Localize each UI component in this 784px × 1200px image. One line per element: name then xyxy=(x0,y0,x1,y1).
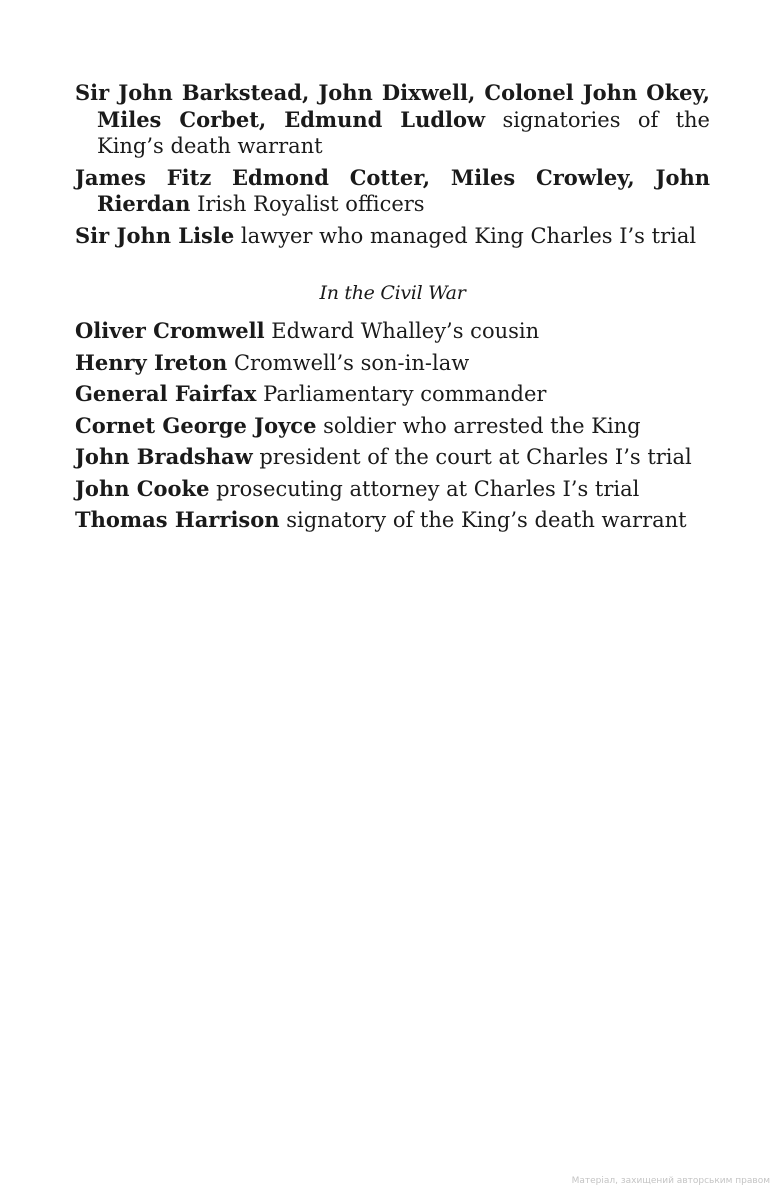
character-name: James Fitz Edmond Cotter, Miles Crowley, John Rierdan xyxy=(75,164,710,216)
character-name: Sir John Lisle xyxy=(75,222,235,248)
character-description: Irish Royalist officers xyxy=(197,192,425,216)
character-entry-regicides xyxy=(75,80,710,160)
character-name: Henry Ireton xyxy=(75,349,228,375)
character-description: signatory of the King’s death warrant xyxy=(286,508,687,532)
character-name: General Fairfax xyxy=(75,381,257,406)
character-entry-lisle xyxy=(75,223,710,250)
character-name: John Cooke xyxy=(75,475,210,501)
character-entry-joyce xyxy=(75,413,710,440)
character-description: lawyer who managed King Charles I’s trial xyxy=(240,223,697,248)
character-entry-irish-officers xyxy=(75,165,710,218)
character-name: Cornet George Joyce xyxy=(75,412,317,438)
character-entry-ireton xyxy=(75,350,710,377)
character-description: Cromwell’s son-in-law xyxy=(233,350,470,375)
character-description: prosecuting attorney at Charles I’s trial xyxy=(216,476,640,501)
character-description: Edward Whalley’s cousin xyxy=(271,319,540,343)
character-entry-cooke xyxy=(75,476,710,503)
character-name: Thomas Harrison xyxy=(75,507,280,532)
character-entry-cromwell xyxy=(75,318,710,345)
character-name: Oliver Cromwell xyxy=(75,318,265,343)
character-name: Sir John Barkstead, John Dixwell, Colonel John Okey, Miles Corbet, Edmund Ludlow xyxy=(75,80,710,132)
character-entry-bradshaw xyxy=(75,444,710,471)
character-description: president of the court at Charles I’s trial xyxy=(259,445,692,469)
section-heading: In the Civil War xyxy=(319,282,466,304)
character-entry-fairfax xyxy=(75,381,710,408)
character-description: Parliamentary commander xyxy=(263,382,547,406)
character-entry-harrison xyxy=(75,507,710,534)
character-description: signatories of the King’s death warrant xyxy=(97,107,710,158)
character-name: John Bradshaw xyxy=(75,444,253,469)
copyright-watermark: Матеріал, захищений авторським правом xyxy=(571,1176,770,1186)
character-list-page xyxy=(75,80,710,539)
character-description: soldier who arrested the King xyxy=(323,413,641,438)
